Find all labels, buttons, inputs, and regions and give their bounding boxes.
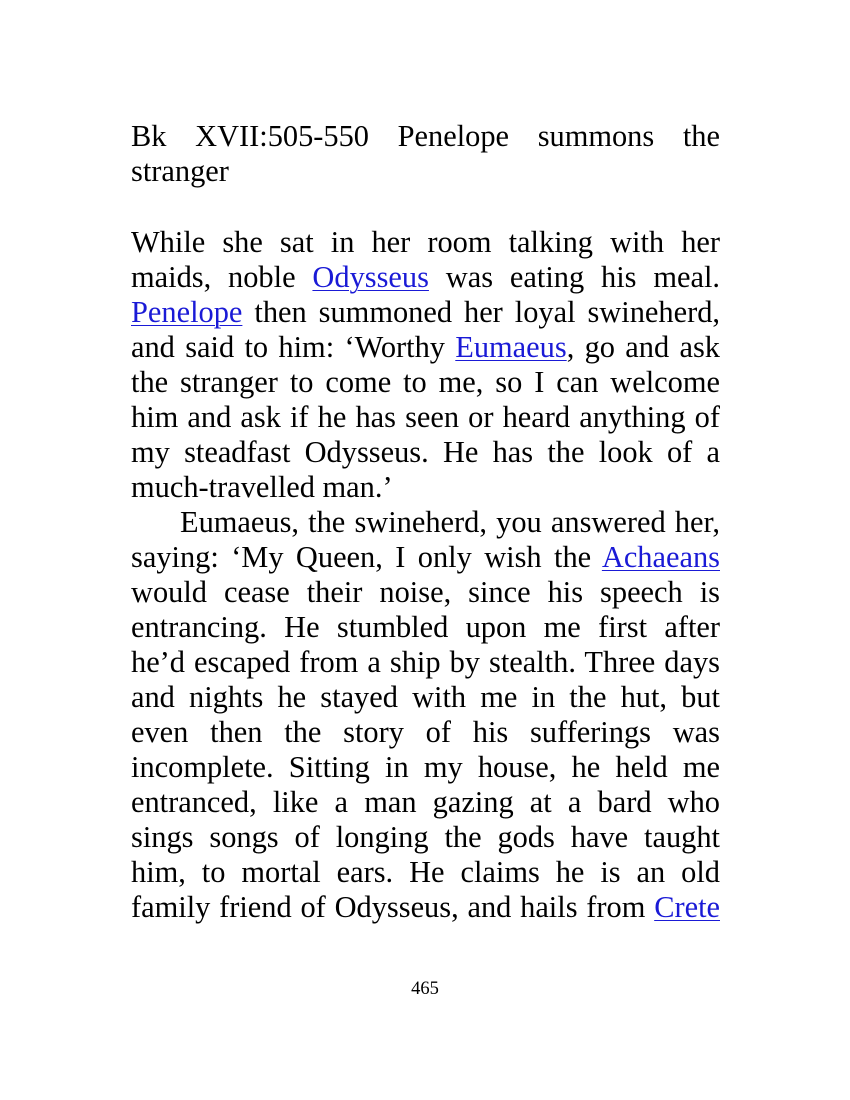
paragraph-2-text-1: Eumaeus, the swineherd, you answered her, saying: ‘My Queen, I only wish the (131, 505, 720, 574)
paragraph-1-text-4: , go and ask the stranger to come to me, so I can welcome him and ask if he has seen or heard anything of my steadfast Odysseus. He has the look of a much-travelled man.’ (131, 330, 721, 504)
section-heading: Bk XVII:505-550 Penelope summons the stranger (131, 119, 720, 188)
body-text (131, 225, 720, 925)
paragraph-2 (131, 505, 720, 925)
paragraph-2-text-2: would cease their noise, since his speech is entrancing. He stumbled upon me first after he’d escaped from a ship by stealth. Three days and nights he stayed with me in the hut, but even then the story of his sufferings was incomplete. Sitting in my house, he held me entranced, like a man gazing at a bard who sings songs of longing the gods have taught him, to mortal ears. He claims he is an old family friend of Odysseus, and hails from (131, 575, 720, 924)
paragraph-1-text-2: was eating his meal. (428, 260, 720, 294)
link-eumaeus[interactable]: Eumaeus (455, 330, 567, 364)
link-penelope[interactable]: Penelope (131, 295, 243, 329)
paragraph-1-text-1: While she sat in her room talking with her maids, noble (131, 225, 720, 294)
page-number: 465 (411, 979, 439, 999)
link-odysseus[interactable]: Odysseus (312, 260, 429, 294)
paragraph-1-text-3: then summoned her loyal swineherd, and said to him: ‘Worthy (131, 295, 720, 364)
link-achaeans[interactable]: Achaeans (601, 540, 720, 574)
paragraph-1 (131, 225, 720, 505)
link-crete[interactable]: Crete (654, 890, 720, 924)
